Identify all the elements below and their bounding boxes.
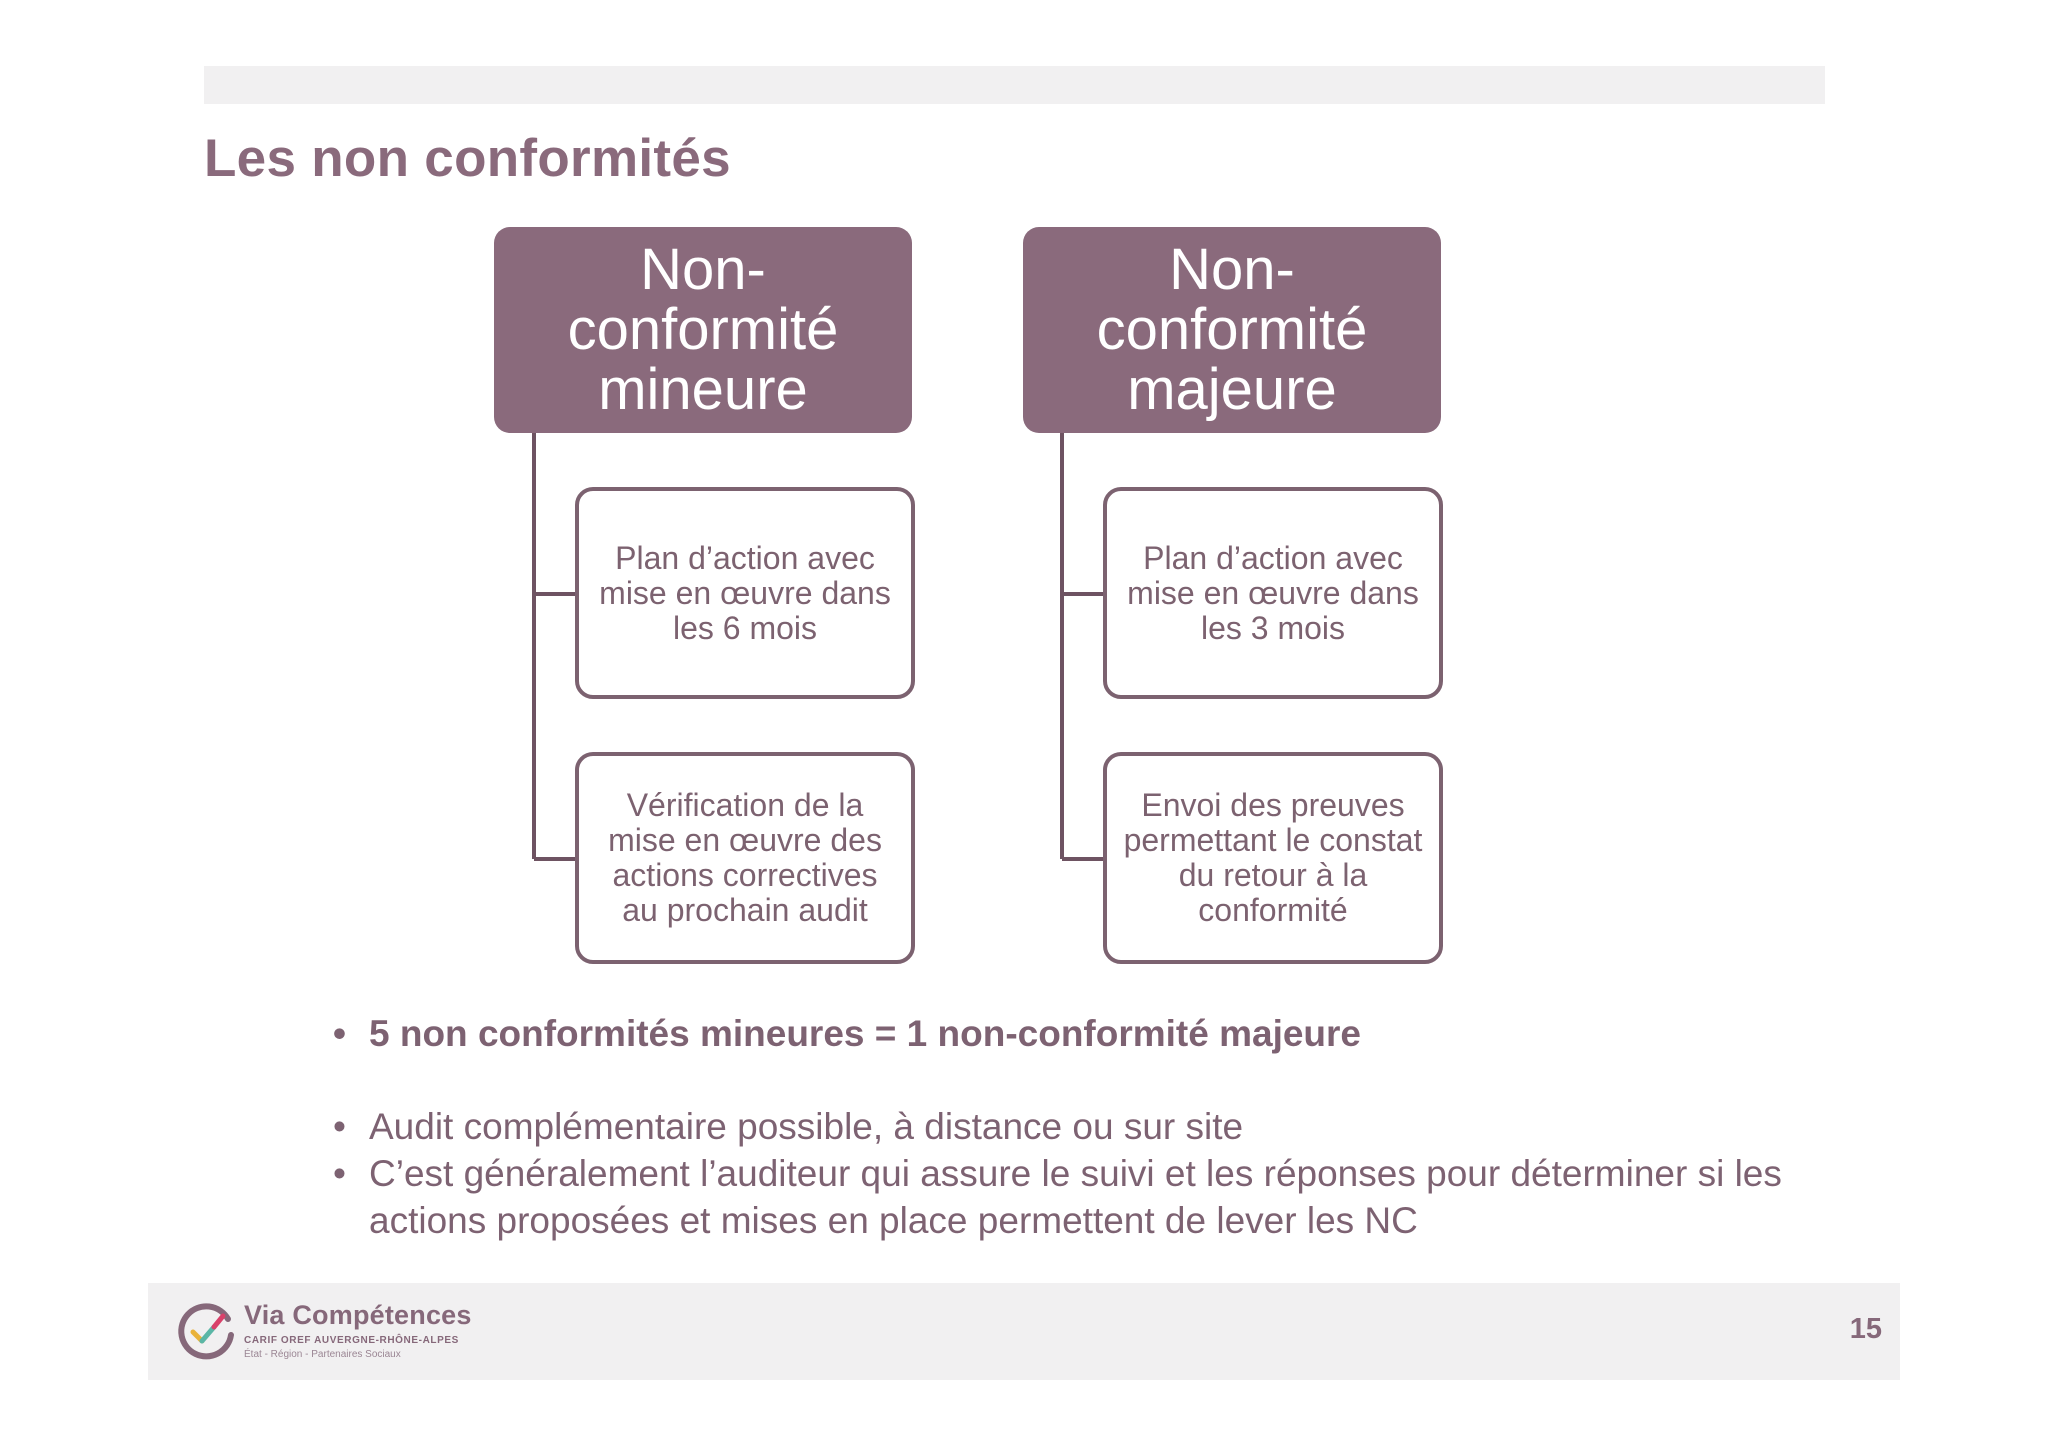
bullet-item: • C’est généralement l’auditeur qui assure le suivi et les réponses pour déterminer si les actions proposées et mises en place permettent de lever les NC [330, 1150, 1830, 1244]
head-line: Non- [640, 237, 766, 302]
head-line: majeure [1127, 357, 1337, 422]
bullet-item: • 5 non conformités mineures = 1 non-conformité majeure [330, 1010, 1830, 1057]
bullet-item: • Audit complémentaire possible, à distance ou sur site [330, 1103, 1830, 1150]
head-line: conformité [567, 297, 839, 362]
head-line: Non- [1169, 237, 1295, 302]
item-text: Envoi des preuves permettant le constat du retour à la conformité [1123, 787, 1423, 928]
minor-nc-item-action-plan [575, 487, 915, 699]
major-nc-item-action-plan [1103, 487, 1443, 699]
checkmark-circle-icon [176, 1301, 236, 1361]
head-line: mineure [598, 357, 808, 422]
footer-bar [148, 1283, 1900, 1380]
slide-title: Les non conformités [204, 129, 731, 188]
logo-tagline: État - Région - Partenaires Sociaux [244, 1349, 401, 1360]
minor-nc-item-verification [575, 752, 915, 964]
item-text: Plan d’action avec mise en œuvre dans les 3 mois [1127, 539, 1419, 646]
major-nc-item-evidence [1103, 752, 1443, 964]
logo-subtitle: CARIF OREF AUVERGNE-RHÔNE-ALPES [244, 1335, 459, 1346]
logo-name: Via Compétences [244, 1300, 472, 1330]
page-number: 15 [1849, 1313, 1882, 1345]
item-text: Plan d’action avec mise en œuvre dans les 6 mois [599, 539, 891, 646]
bullet-list [330, 1010, 1830, 1244]
head-line: conformité [1096, 297, 1368, 362]
item-text: Vérification de la mise en œuvre des actions correctives au prochain audit [608, 787, 882, 928]
head-box-minor-nc [494, 227, 912, 433]
head-box-major-nc [1023, 227, 1441, 433]
